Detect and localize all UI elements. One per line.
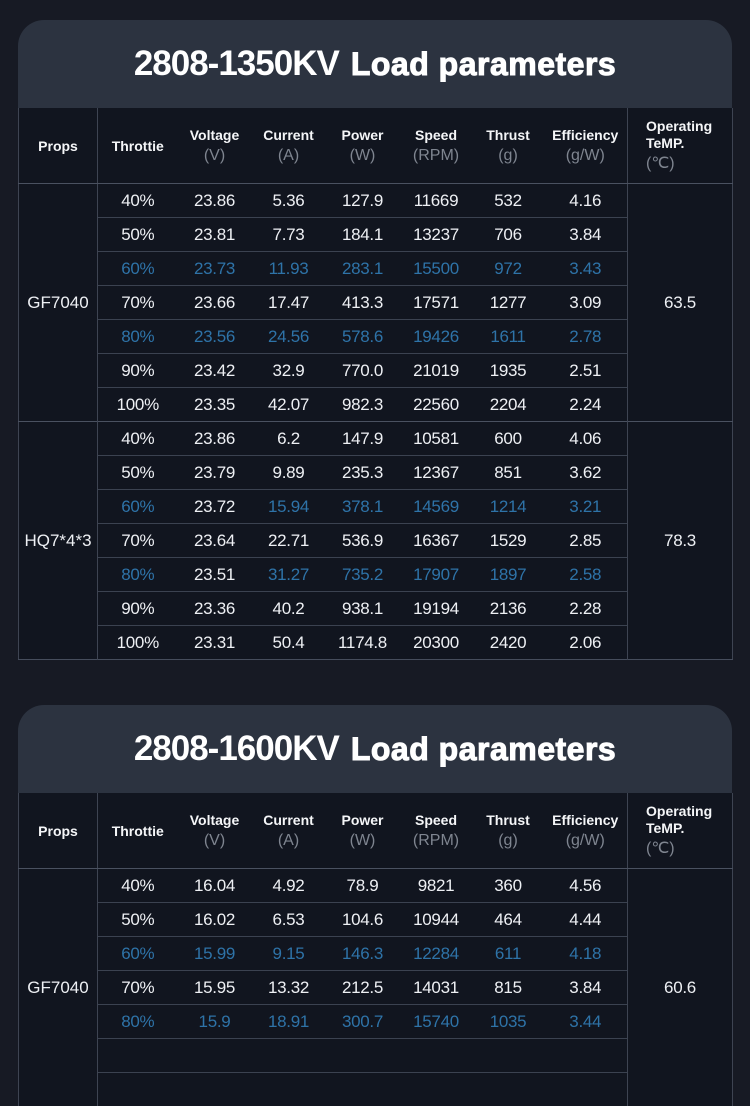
value-column-header <box>400 793 473 869</box>
column-unit: (g/W) <box>545 147 627 165</box>
value-cell: 1529 <box>473 524 544 558</box>
table-row <box>19 558 733 592</box>
value-cell: 1277 <box>473 286 544 320</box>
table-row <box>19 626 733 660</box>
table-row <box>19 218 733 252</box>
value-cell: 611 <box>473 937 544 971</box>
value-cell: 464 <box>473 903 544 937</box>
value-column-header <box>252 793 326 869</box>
throttle-cell: 70% <box>98 971 178 1005</box>
load-parameters-section <box>18 705 732 1106</box>
throttle-cell: 100% <box>98 388 178 422</box>
value-cell: 23.79 <box>178 456 252 490</box>
value-cell: 15.9 <box>178 1005 252 1039</box>
value-cell: 23.64 <box>178 524 252 558</box>
column-unit: (g) <box>474 832 543 850</box>
value-cell: 5.36 <box>252 184 326 218</box>
value-cell: 23.86 <box>178 184 252 218</box>
load-parameters-table <box>18 793 733 1106</box>
header-row <box>19 108 733 184</box>
table-row <box>19 320 733 354</box>
value-cell: 3.84 <box>544 218 628 252</box>
value-cell: 7.73 <box>252 218 326 252</box>
table-row <box>19 524 733 558</box>
table-row <box>19 388 733 422</box>
value-cell: 3.43 <box>544 252 628 286</box>
throttle-cell: 70% <box>98 524 178 558</box>
value-cell: 19426 <box>400 320 473 354</box>
column-name: Voltage <box>179 812 251 828</box>
table-title-label: Load parameters <box>351 731 616 768</box>
value-cell: 22.71 <box>252 524 326 558</box>
value-cell <box>98 1073 178 1106</box>
value-cell: 3.44 <box>544 1005 628 1039</box>
value-column-header <box>473 108 544 184</box>
table-row <box>19 1073 733 1106</box>
load-parameters-table <box>18 108 733 660</box>
value-cell: 12367 <box>400 456 473 490</box>
throttle-column-header: Throttie <box>98 793 178 869</box>
value-cell: 18.91 <box>252 1005 326 1039</box>
value-cell: 2.58 <box>544 558 628 592</box>
value-column-header <box>400 108 473 184</box>
value-cell: 15500 <box>400 252 473 286</box>
value-cell: 532 <box>473 184 544 218</box>
table-row <box>19 1005 733 1039</box>
column-name: Thrust <box>474 127 543 143</box>
throttle-cell: 70% <box>98 286 178 320</box>
value-cell <box>178 1073 252 1106</box>
value-cell: 9821 <box>400 869 473 903</box>
value-cell: 851 <box>473 456 544 490</box>
value-cell: 2.06 <box>544 626 628 660</box>
value-cell <box>400 1073 473 1106</box>
value-cell: 770.0 <box>326 354 400 388</box>
value-cell: 2.24 <box>544 388 628 422</box>
value-cell: 16367 <box>400 524 473 558</box>
value-cell: 3.21 <box>544 490 628 524</box>
value-cell: 104.6 <box>326 903 400 937</box>
column-unit: (A) <box>253 147 325 165</box>
motor-model-title: 2808-1350KV <box>134 44 339 84</box>
value-cell: 21019 <box>400 354 473 388</box>
column-name: Operating TeMP. <box>646 803 731 837</box>
value-cell: 31.27 <box>252 558 326 592</box>
table-row <box>19 422 733 456</box>
value-cell: 14031 <box>400 971 473 1005</box>
value-cell: 1174.8 <box>326 626 400 660</box>
value-cell: 578.6 <box>326 320 400 354</box>
value-cell <box>544 1039 628 1073</box>
value-cell: 42.07 <box>252 388 326 422</box>
value-cell: 3.62 <box>544 456 628 490</box>
value-cell <box>252 1073 326 1106</box>
throttle-cell: 50% <box>98 218 178 252</box>
column-unit: (W) <box>327 832 399 850</box>
value-cell <box>544 1073 628 1106</box>
column-name: Current <box>253 127 325 143</box>
column-unit: (℃) <box>646 153 731 173</box>
value-cell: 4.92 <box>252 869 326 903</box>
value-cell: 3.84 <box>544 971 628 1005</box>
load-parameters-section <box>18 20 732 660</box>
value-column-header <box>178 793 252 869</box>
column-unit: (A) <box>253 832 325 850</box>
value-cell: 10581 <box>400 422 473 456</box>
column-name: Power <box>327 812 399 828</box>
value-cell: 4.06 <box>544 422 628 456</box>
throttle-cell: 60% <box>98 490 178 524</box>
table-row <box>19 456 733 490</box>
value-cell: 735.2 <box>326 558 400 592</box>
value-cell: 50.4 <box>252 626 326 660</box>
throttle-cell: 90% <box>98 592 178 626</box>
table-title-banner <box>18 705 732 793</box>
column-name: Efficiency <box>545 127 627 143</box>
value-cell: 706 <box>473 218 544 252</box>
table-row <box>19 286 733 320</box>
value-cell: 23.35 <box>178 388 252 422</box>
value-cell: 32.9 <box>252 354 326 388</box>
value-cell: 9.89 <box>252 456 326 490</box>
value-cell: 6.2 <box>252 422 326 456</box>
value-cell: 20300 <box>400 626 473 660</box>
operating-temp-cell: 63.5 <box>628 184 733 422</box>
header-row <box>19 793 733 869</box>
value-cell: 23.42 <box>178 354 252 388</box>
motor-model-title: 2808-1600KV <box>134 729 339 769</box>
value-cell: 1035 <box>473 1005 544 1039</box>
value-cell: 78.9 <box>326 869 400 903</box>
value-column-header <box>544 108 628 184</box>
value-cell: 23.81 <box>178 218 252 252</box>
prop-group <box>19 869 733 1106</box>
value-cell <box>326 1039 400 1073</box>
table-row <box>19 937 733 971</box>
value-cell: 13.32 <box>252 971 326 1005</box>
value-cell: 12284 <box>400 937 473 971</box>
value-cell: 9.15 <box>252 937 326 971</box>
value-cell: 283.1 <box>326 252 400 286</box>
table-row <box>19 971 733 1005</box>
value-cell: 19194 <box>400 592 473 626</box>
value-cell: 2.78 <box>544 320 628 354</box>
prop-name-cell: HQ7*4*3 <box>19 422 98 660</box>
table-row <box>19 1039 733 1073</box>
column-name: Speed <box>401 812 472 828</box>
value-cell: 23.36 <box>178 592 252 626</box>
table-row <box>19 903 733 937</box>
value-cell: 11.93 <box>252 252 326 286</box>
value-cell: 2420 <box>473 626 544 660</box>
value-cell: 982.3 <box>326 388 400 422</box>
table-header <box>19 108 733 184</box>
value-cell <box>252 1039 326 1073</box>
value-cell <box>400 1039 473 1073</box>
value-cell: 23.31 <box>178 626 252 660</box>
value-cell: 40.2 <box>252 592 326 626</box>
column-name: Operating TeMP. <box>646 118 731 152</box>
value-cell: 127.9 <box>326 184 400 218</box>
value-cell: 1935 <box>473 354 544 388</box>
value-cell: 22560 <box>400 388 473 422</box>
column-unit: (g/W) <box>545 832 627 850</box>
table-row <box>19 252 733 286</box>
throttle-cell: 60% <box>98 937 178 971</box>
value-cell <box>473 1073 544 1106</box>
value-cell: 24.56 <box>252 320 326 354</box>
throttle-cell: 60% <box>98 252 178 286</box>
column-name: Power <box>327 127 399 143</box>
value-cell: 600 <box>473 422 544 456</box>
value-cell: 14569 <box>400 490 473 524</box>
value-cell: 413.3 <box>326 286 400 320</box>
value-cell: 2136 <box>473 592 544 626</box>
value-cell: 15.95 <box>178 971 252 1005</box>
value-cell: 184.1 <box>326 218 400 252</box>
value-cell: 15.94 <box>252 490 326 524</box>
props-column-header: Props <box>19 108 98 184</box>
value-cell <box>326 1073 400 1106</box>
value-cell: 17907 <box>400 558 473 592</box>
value-cell: 378.1 <box>326 490 400 524</box>
table-row <box>19 592 733 626</box>
throttle-cell: 40% <box>98 184 178 218</box>
throttle-cell: 80% <box>98 558 178 592</box>
throttle-cell: 40% <box>98 869 178 903</box>
value-cell: 23.66 <box>178 286 252 320</box>
value-cell: 15740 <box>400 1005 473 1039</box>
column-name: Speed <box>401 127 472 143</box>
operating-temp-column-header <box>628 108 733 184</box>
value-cell: 11669 <box>400 184 473 218</box>
table-row <box>19 354 733 388</box>
value-cell: 235.3 <box>326 456 400 490</box>
throttle-column-header: Throttie <box>98 108 178 184</box>
column-unit: (V) <box>179 147 251 165</box>
table-title-label: Load parameters <box>351 46 616 83</box>
value-cell: 2.51 <box>544 354 628 388</box>
value-cell: 4.18 <box>544 937 628 971</box>
value-cell: 972 <box>473 252 544 286</box>
value-cell: 1611 <box>473 320 544 354</box>
column-name: Thrust <box>474 812 543 828</box>
value-cell <box>178 1039 252 1073</box>
value-cell: 10944 <box>400 903 473 937</box>
column-unit: (W) <box>327 147 399 165</box>
value-cell: 1897 <box>473 558 544 592</box>
value-cell: 23.51 <box>178 558 252 592</box>
value-cell: 23.56 <box>178 320 252 354</box>
table-header <box>19 793 733 869</box>
throttle-cell: 100% <box>98 626 178 660</box>
prop-group <box>19 184 733 422</box>
value-cell: 3.09 <box>544 286 628 320</box>
column-unit: (g) <box>474 147 543 165</box>
table-row <box>19 869 733 903</box>
value-cell: 15.99 <box>178 937 252 971</box>
column-unit: (RPM) <box>401 832 472 850</box>
value-cell: 536.9 <box>326 524 400 558</box>
value-cell: 2.85 <box>544 524 628 558</box>
value-cell: 146.3 <box>326 937 400 971</box>
props-column-header: Props <box>19 793 98 869</box>
value-cell: 13237 <box>400 218 473 252</box>
value-column-header <box>178 108 252 184</box>
value-cell: 16.02 <box>178 903 252 937</box>
value-cell: 4.44 <box>544 903 628 937</box>
value-cell: 4.16 <box>544 184 628 218</box>
column-name: Efficiency <box>545 812 627 828</box>
value-column-header <box>252 108 326 184</box>
value-cell <box>98 1039 178 1073</box>
prop-name-cell: GF7040 <box>19 869 98 1106</box>
value-cell: 147.9 <box>326 422 400 456</box>
throttle-cell: 50% <box>98 903 178 937</box>
operating-temp-cell: 60.6 <box>628 869 733 1106</box>
value-column-header <box>544 793 628 869</box>
value-cell: 2.28 <box>544 592 628 626</box>
value-cell: 23.86 <box>178 422 252 456</box>
value-cell: 16.04 <box>178 869 252 903</box>
value-column-header <box>326 793 400 869</box>
column-unit: (℃) <box>646 838 731 858</box>
value-cell: 4.56 <box>544 869 628 903</box>
value-column-header <box>473 793 544 869</box>
column-unit: (V) <box>179 832 251 850</box>
throttle-cell: 40% <box>98 422 178 456</box>
column-name: Voltage <box>179 127 251 143</box>
value-cell: 938.1 <box>326 592 400 626</box>
operating-temp-cell: 78.3 <box>628 422 733 660</box>
value-cell: 6.53 <box>252 903 326 937</box>
value-cell: 815 <box>473 971 544 1005</box>
throttle-cell: 90% <box>98 354 178 388</box>
value-cell: 360 <box>473 869 544 903</box>
value-cell: 300.7 <box>326 1005 400 1039</box>
table-row <box>19 184 733 218</box>
value-cell: 17.47 <box>252 286 326 320</box>
column-name: Current <box>253 812 325 828</box>
column-unit: (RPM) <box>401 147 472 165</box>
throttle-cell: 50% <box>98 456 178 490</box>
value-cell <box>473 1039 544 1073</box>
prop-group <box>19 422 733 660</box>
value-cell: 17571 <box>400 286 473 320</box>
value-cell: 212.5 <box>326 971 400 1005</box>
table-row <box>19 490 733 524</box>
prop-name-cell: GF7040 <box>19 184 98 422</box>
table-title-banner <box>18 20 732 108</box>
value-cell: 1214 <box>473 490 544 524</box>
throttle-cell: 80% <box>98 1005 178 1039</box>
operating-temp-column-header <box>628 793 733 869</box>
value-cell: 2204 <box>473 388 544 422</box>
value-cell: 23.73 <box>178 252 252 286</box>
value-cell: 23.72 <box>178 490 252 524</box>
value-column-header <box>326 108 400 184</box>
throttle-cell: 80% <box>98 320 178 354</box>
